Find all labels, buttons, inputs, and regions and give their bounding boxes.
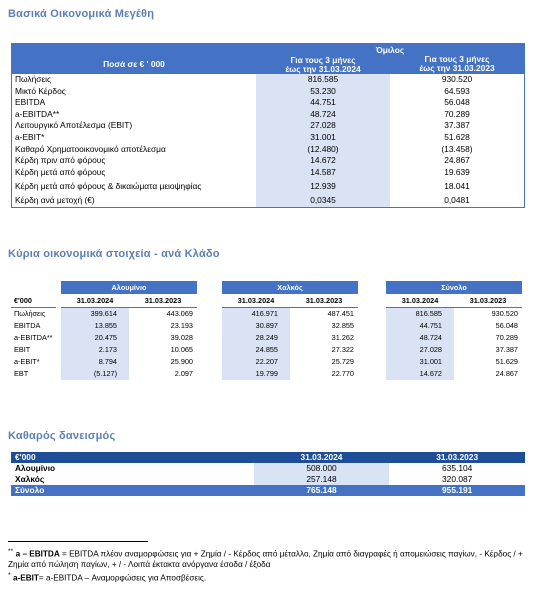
value-2023: 39.028 bbox=[170, 333, 193, 342]
value-2024: 508.000 bbox=[254, 463, 390, 474]
value-2024: (5.127) bbox=[61, 368, 129, 380]
value-2023: 10.065 bbox=[170, 345, 193, 354]
value-2023: 37.387 bbox=[444, 120, 470, 131]
value-2023: 25.729 bbox=[331, 357, 354, 366]
value-2023: 70.289 bbox=[495, 333, 518, 342]
row-label: Σύνολο bbox=[11, 485, 254, 496]
segment-row-labels bbox=[11, 281, 56, 380]
value-2024: 30.897 bbox=[222, 320, 290, 332]
value-2024: 816.585 bbox=[256, 74, 390, 86]
table-row bbox=[61, 344, 197, 356]
row-label: a-EBITDA** bbox=[14, 333, 53, 342]
table-row bbox=[12, 144, 525, 156]
value-2023: 25.900 bbox=[170, 357, 193, 366]
value-2024: 14.587 bbox=[256, 167, 390, 179]
value-2024: 31.001 bbox=[256, 132, 390, 144]
value-2023: 56.048 bbox=[444, 97, 470, 108]
value-2023: 487.451 bbox=[327, 309, 354, 318]
table-header-row bbox=[12, 55, 525, 74]
amounts-label: Ποσά σε € ' 000 bbox=[12, 55, 257, 74]
table-row bbox=[222, 308, 358, 321]
value-2023: 32.855 bbox=[331, 321, 354, 330]
value-2023: 37.387 bbox=[495, 345, 518, 354]
value-2024: 20.475 bbox=[61, 332, 129, 344]
col-header-2023: Για τους 3 μήνες έως την 31.03.2023 bbox=[390, 55, 525, 74]
section-title-net-debt: Καθαρός δανεισμός bbox=[8, 430, 116, 442]
value-2023: 955.191 bbox=[389, 485, 525, 496]
value-2024: 28.249 bbox=[222, 332, 290, 344]
footnote-2: * a-EBIT= a-EBITDA – Αναμορφώσεις για Αποσβέσεις. bbox=[8, 571, 207, 583]
table-row bbox=[386, 332, 522, 344]
table-row bbox=[12, 167, 525, 179]
total-row bbox=[11, 485, 525, 496]
row-label: EBT bbox=[14, 369, 29, 378]
value-2023: 70.289 bbox=[444, 108, 470, 119]
table-row bbox=[12, 97, 525, 109]
value-2024: 22.207 bbox=[222, 356, 290, 368]
value-2024: 19.799 bbox=[222, 368, 290, 380]
value-2024: 12.939 bbox=[256, 178, 390, 195]
value-2024: 399.614 bbox=[61, 308, 129, 321]
segment-name: Σύνολο bbox=[386, 281, 522, 294]
row-label: Κέρδη πριν από φόρους bbox=[15, 155, 106, 166]
value-2024: 44.751 bbox=[256, 97, 390, 109]
row-label: Πωλήσεις bbox=[14, 309, 46, 318]
value-2024: 44.751 bbox=[386, 320, 454, 332]
row-label: Αλουμίνιο bbox=[15, 463, 56, 473]
col-header-2024: 31.03.2024 bbox=[386, 294, 454, 308]
table-row bbox=[12, 74, 525, 86]
table-row bbox=[61, 308, 197, 321]
row-label: Μικτό Κέρδος bbox=[15, 85, 66, 96]
value-2024: 53.230 bbox=[256, 86, 390, 98]
value-2024: 48.724 bbox=[256, 109, 390, 121]
segment-table-2 bbox=[222, 281, 358, 380]
col-header-2023: 31.03.2023 bbox=[389, 452, 525, 463]
value-2024: 27.028 bbox=[386, 344, 454, 356]
table-row bbox=[11, 474, 525, 485]
table-row bbox=[386, 344, 522, 356]
section-title-segments: Κύρια οικονομικά στοιχεία - ανά Κλάδο bbox=[8, 248, 220, 260]
unit-label: €'000 bbox=[11, 452, 254, 463]
value-2023: 22.770 bbox=[331, 369, 354, 378]
value-2023: 635.104 bbox=[442, 463, 473, 473]
col-header-2024: 31.03.2024 bbox=[61, 294, 129, 308]
row-label: Πωλήσεις bbox=[15, 74, 52, 84]
value-2023: 51.629 bbox=[495, 357, 518, 366]
value-2023: 56.048 bbox=[495, 321, 518, 330]
value-2023: 27.322 bbox=[331, 345, 354, 354]
footnote-divider bbox=[8, 541, 148, 542]
row-label: a-EBIT* bbox=[14, 357, 40, 366]
value-2024: 2.173 bbox=[61, 344, 129, 356]
value-2023: (13.458) bbox=[441, 143, 473, 154]
value-2023: 18.041 bbox=[444, 181, 470, 192]
table-row bbox=[12, 120, 525, 132]
value-2023: 930.520 bbox=[491, 309, 518, 318]
value-2024: 416.971 bbox=[222, 308, 290, 321]
value-2024: 257.148 bbox=[254, 474, 390, 485]
table-row bbox=[61, 332, 197, 344]
value-2023: 0,0481 bbox=[444, 195, 470, 206]
table-row bbox=[222, 320, 358, 332]
segment-name: Χαλκός bbox=[222, 281, 358, 294]
value-2024: 14.672 bbox=[256, 155, 390, 167]
unit-label: €'000 bbox=[11, 294, 56, 308]
segment-name: Αλουμίνιο bbox=[61, 281, 197, 294]
row-label: a-EBIT* bbox=[15, 131, 45, 142]
row-label: Κέρδη μετά από φόρους bbox=[15, 166, 106, 177]
basic-financials-table bbox=[11, 43, 525, 208]
col-header-2023: 31.03.2023 bbox=[290, 294, 358, 308]
table-row bbox=[12, 178, 525, 195]
value-2024: 8.794 bbox=[61, 356, 129, 368]
row-label: Χαλκός bbox=[15, 474, 45, 484]
value-2023: 320.087 bbox=[442, 474, 473, 484]
table-row bbox=[12, 109, 525, 121]
table-row bbox=[222, 356, 358, 368]
table-row bbox=[12, 86, 525, 98]
segment-table-1 bbox=[61, 281, 197, 380]
col-header-2024: Για τους 3 μήνες έως την 31.03.2024 bbox=[256, 55, 390, 74]
value-2023: 31.262 bbox=[331, 333, 354, 342]
table-row bbox=[12, 195, 525, 207]
net-debt-table bbox=[11, 452, 525, 496]
row-label: Καθαρό Χρηματοοικονομικό αποτέλεσμα bbox=[15, 143, 166, 154]
value-2024: 48.724 bbox=[386, 332, 454, 344]
value-2023: 24.867 bbox=[495, 369, 518, 378]
group-header: Όμιλος bbox=[256, 44, 524, 56]
col-header-2023: 31.03.2023 bbox=[454, 294, 522, 308]
row-label: Κέρδη μετά από φόρους & δικαιώματα μειοψηφίας bbox=[15, 181, 202, 192]
value-2024: 14.672 bbox=[386, 368, 454, 380]
footnote-1: ** a – EBITDA = EBITDA πλέον αναμορφώσεις για + Ζημία / - Κέρδος από μέταλλο, Ζημία από διαγραφές ή απομειώσεις παγίων, - Κέρδος / + Ζημία από πώληση παγίων, + / - Λοιπά έκτακτα ανόργανα έσοδα / έξοδα bbox=[8, 548, 523, 570]
footnotes bbox=[8, 547, 528, 584]
table-row bbox=[61, 320, 197, 332]
row-label: EBIT bbox=[14, 345, 31, 354]
value-2024: 765.148 bbox=[254, 485, 390, 496]
segment-table-3 bbox=[386, 281, 522, 380]
value-2024: 0,0345 bbox=[256, 195, 390, 207]
row-label: EBITDA bbox=[15, 97, 46, 108]
col-header-2024: 31.03.2024 bbox=[222, 294, 290, 308]
col-header-2024: 31.03.2024 bbox=[254, 452, 390, 463]
value-2024: 816.585 bbox=[386, 308, 454, 321]
table-row bbox=[386, 356, 522, 368]
value-2024: 13.855 bbox=[61, 320, 129, 332]
col-header-2023: 31.03.2023 bbox=[129, 294, 197, 308]
section-title-basic: Βασικά Οικονομικά Μεγέθη bbox=[8, 8, 155, 20]
row-label: Κέρδη ανά μετοχή (€) bbox=[15, 195, 95, 206]
table-row bbox=[386, 368, 522, 380]
table-row bbox=[222, 344, 358, 356]
value-2023: 23.193 bbox=[170, 321, 193, 330]
table-row bbox=[222, 368, 358, 380]
value-2023: 24.867 bbox=[444, 155, 470, 166]
value-2023: 19.639 bbox=[444, 166, 470, 177]
value-2023: 51.628 bbox=[444, 131, 470, 142]
value-2024: 31.001 bbox=[386, 356, 454, 368]
table-row bbox=[386, 320, 522, 332]
value-2023: 443.069 bbox=[166, 309, 193, 318]
row-label: EBITDA bbox=[14, 321, 41, 330]
table-row bbox=[386, 308, 522, 321]
value-2023: 2.097 bbox=[174, 369, 193, 378]
value-2023: 930.520 bbox=[441, 74, 473, 84]
row-label: a-EBITDA** bbox=[15, 108, 60, 119]
value-2024: 27.028 bbox=[256, 120, 390, 132]
row-label: Λειτουργικό Αποτέλεσμα (EBIT) bbox=[15, 120, 133, 131]
table-header-row bbox=[11, 452, 525, 463]
value-2023: 64.593 bbox=[444, 85, 470, 96]
table-row bbox=[12, 132, 525, 144]
table-row bbox=[222, 332, 358, 344]
value-2024: 24.855 bbox=[222, 344, 290, 356]
value-2024: (12.480) bbox=[256, 144, 390, 156]
table-row bbox=[61, 368, 197, 380]
table-row bbox=[61, 356, 197, 368]
table-row bbox=[11, 463, 525, 474]
table-row bbox=[12, 155, 525, 167]
